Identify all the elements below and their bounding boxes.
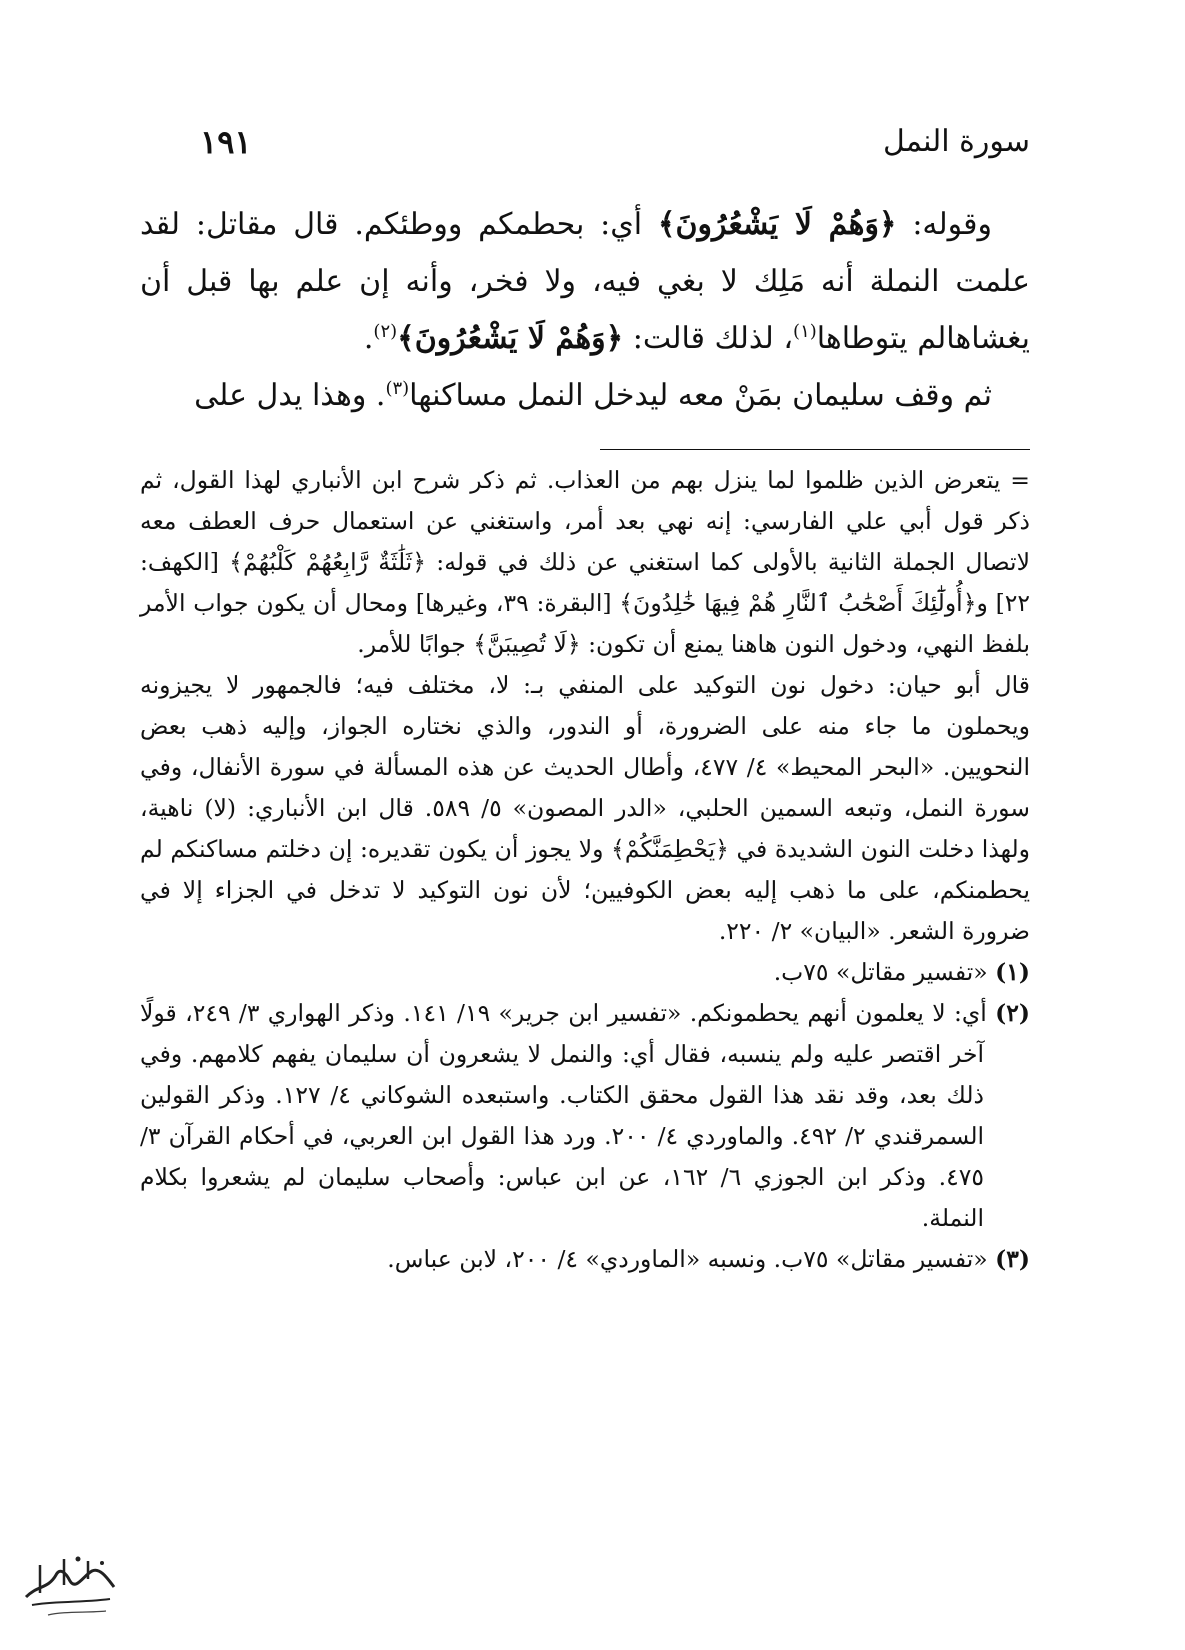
- logo-dot: [76, 1557, 81, 1562]
- logo-dot: [100, 1561, 104, 1565]
- main-text: [140, 196, 1030, 424]
- footnote-text: «تفسير مقاتل» ٧٥ب.: [773, 958, 996, 986]
- surah-title: سورة النمل: [883, 124, 1030, 159]
- main-paragraph-1: [140, 196, 1030, 367]
- footnote-number: (١): [995, 958, 1030, 986]
- footnote-text: أي: لا يعلمون أنهم يحطمونكم. «تفسير ابن جرير» ١٩/ ١٤١. وذكر الهواري ٣/ ٢٤٩، قولًا آخر اقتصر عليه ولم ينسبه، فقال أي: والنمل لا يشعرون أن سليمان يفهم كلامهم. وفي ذلك بعد، وقد نقد هذا القول محقق الكتاب. واستبعده الشوكاني ٤/ ١٢٧. وذكر القولين السمرقندي ٢/ ٤٩٢. والماوردي ٤/ ٢٠٠. ورد هذا القول ابن العربي، في أحكام القرآن ٣/ ٤٧٥. وذكر ابن الجوزي ٦/ ١٦٢، عن ابن عباس: وأصحاب سليمان لم يشعروا بكلام النملة.: [140, 999, 996, 1232]
- main-text-span: . وهذا يدل على: [194, 378, 386, 413]
- footnote-2: [140, 993, 1030, 1239]
- main-text-span: وقوله:: [896, 207, 992, 242]
- footnotes: [140, 460, 1030, 1280]
- main-text-span: أي: بحطمكم ووطئكم. قال مقاتل: لقد علمت النملة أنه مَلِك لا بغي فيه، ولا فخر، وأنه إن علم بها قبل أن يغشاهالم يتوطاها: [140, 207, 1030, 356]
- page-header: [140, 118, 1030, 168]
- quran-quote: ﴿وَهُمْ لَا يَشْعُرُونَ﴾: [397, 321, 624, 356]
- main-text-span: .: [363, 321, 374, 356]
- main-text-span: ، لذلك قالت:: [623, 321, 794, 356]
- footnote-continuation: = يتعرض الذين ظلموا لما ينزل بهم من العذاب. ثم ذكر شرح ابن الأنباري لهذا القول، ثم ذكر قول أبي علي الفارسي: إنه نهي بعد أمر، واستغني عن استعمال حرف العطف معه لاتصال الجملة الثانية بالأولى كما استغني عن ذلك في قوله: ﴿ثَلَٰثَةٌ رَّابِعُهُمْ كَلْبُهُمْ﴾ [الكهف: ٢٢] و﴿أُولَٰٓئِكَ أَصْحَٰبُ ٱلنَّارِ هُمْ فِيهَا خَٰلِدُونَ﴾ [البقرة: ٣٩، وغيرها] ومحال أن يكون جواب الأمر بلفظ النهي، ودخول النون هاهنا يمنع أن تكون: ﴿لَا تُصِيبَنَّ﴾ جوابًا للأمر.: [140, 466, 1030, 658]
- footnote-ref-1[interactable]: (١): [793, 321, 817, 342]
- footnote-separator: [600, 449, 1030, 450]
- publisher-logo-icon: [18, 1545, 122, 1623]
- footnote-1: [140, 952, 1030, 993]
- main-text-span: ثم وقف سليمان بمَنْ معه ليدخل النمل مساكنها: [409, 378, 992, 413]
- quran-quote: ﴿وَهُمْ لَا يَشْعُرُونَ﴾: [657, 207, 897, 242]
- footnote-ref-3[interactable]: (٣): [385, 378, 410, 399]
- logo-stroke: [40, 1559, 88, 1593]
- footnote-number: (٢): [995, 999, 1030, 1027]
- logo-stroke: [48, 1611, 106, 1615]
- main-paragraph-2: [140, 367, 1030, 424]
- footnote-continuation: قال أبو حيان: دخول نون التوكيد على المنفي بـ: لا، مختلف فيه؛ فالجمهور لا يجيزونه ويحملون ما جاء منه على الضرورة، أو الندور، والذي نختاره الجواز، وإليه ذهب بعض النحويين. «البحر المحيط» ٤/ ٤٧٧، وأطال الحديث عن هذه المسألة في سورة الأنفال، وفي سورة النمل، وتبعه السمين الحلبي، «الدر المصون» ٥/ ٥٨٩. قال ابن الأنباري: (لا) ناهية، ولهذا دخلت النون الشديدة في ﴿يَحْطِمَنَّكُمْ﴾ ولا يجوز أن يكون تقديره: إن دخلتم مساكنكم لم يحطمنكم، على ما ذهب إليه بعض الكوفيين؛ لأن نون التوكيد لا تدخل في الجزاء إلا في ضرورة الشعر. «البيان» ٢/ ٢٢٠.: [140, 671, 1030, 945]
- page-number: ١٩١: [200, 123, 252, 161]
- footnote-ref-2[interactable]: (٢): [373, 321, 398, 342]
- book-page: [140, 0, 1030, 1650]
- footnote-3: [140, 1239, 1030, 1280]
- logo-stroke: [32, 1599, 110, 1605]
- footnote-text: «تفسير مقاتل» ٧٥ب. ونسبه «الماوردي» ٤/ ٢٠٠، لابن عباس.: [387, 1245, 996, 1273]
- footnote-number: (٣): [995, 1245, 1030, 1273]
